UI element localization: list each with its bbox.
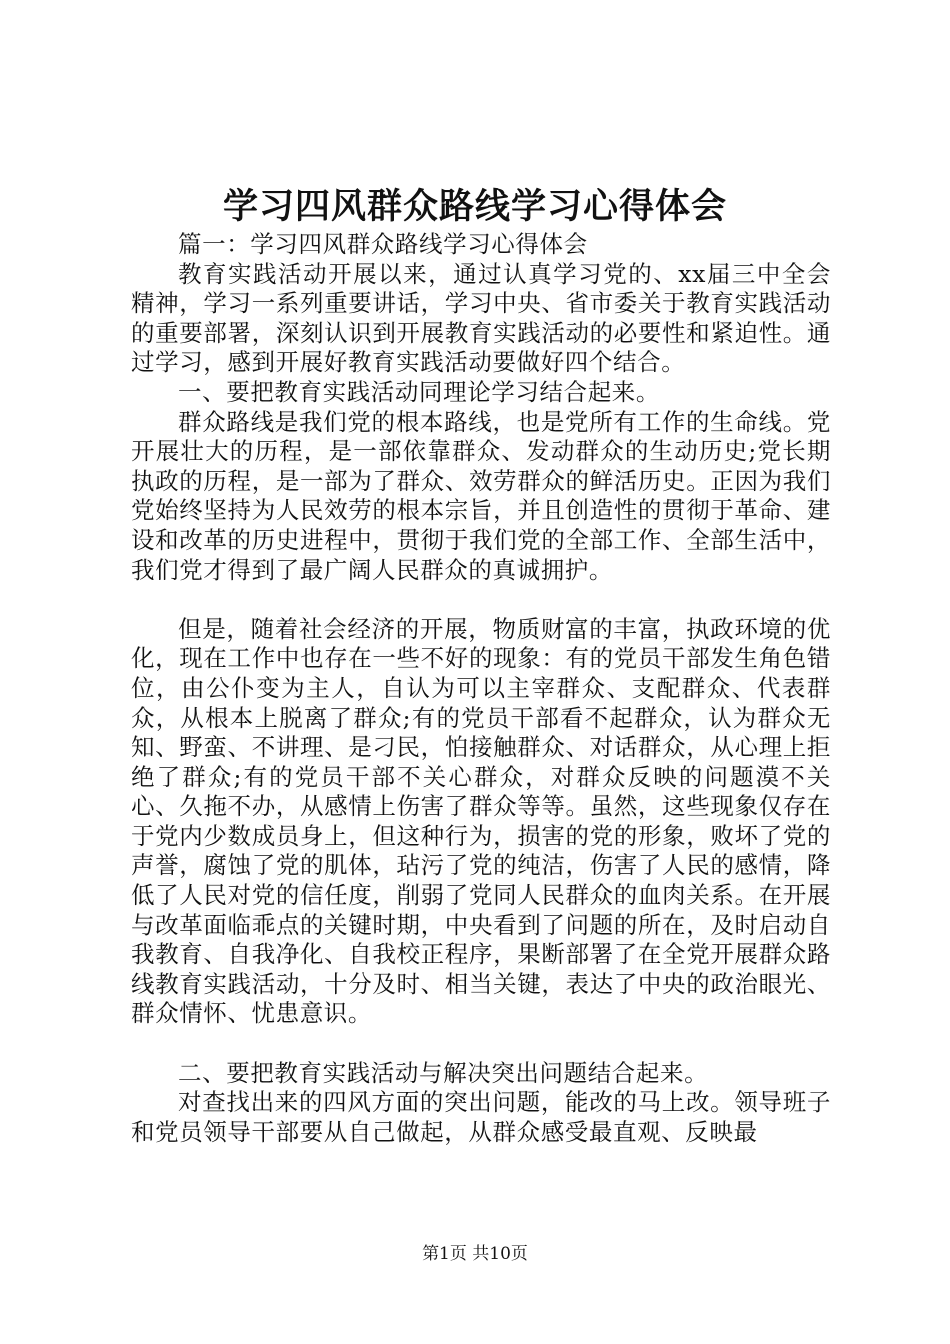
section-heading: 一、要把教育实践活动同理论学习结合起来。 [178, 377, 660, 406]
section-heading: 二、要把教育实践活动与解决突出问题结合起来。 [178, 1058, 709, 1087]
page-footer: 第1页 共10页 [422, 1244, 528, 1264]
body-paragraph: 教育实践活动开展以来，通过认真学习党的、xx届三中全会精神，学习一系列重要讲话，学习中央、省市委关于教育实践活动的重要部署，深刻认识到开展教育实践活动的必要性和紧迫性。通过学习，感到开展好教育实践活动要做好四个结合。 [131, 259, 831, 377]
document-body [131, 230, 831, 1147]
body-paragraph: 但是，随着社会经济的开展，物质财富的丰富，执政环境的优化，现在工作中也存在一些不好的现象：有的党员干部发生角色错位，由公仆变为主人，自认为可以主宰群众、支配群众、代表群众，从根本上脱离了群众;有的党员干部看不起群众，认为群众无知、野蛮、不讲理、是刁民，怕接触群众、对话群众，从心理上拒绝了群众;有的党员干部不关心群众，对群众反映的问题漠不关心、久拖不办，从感情上伤害了群众等等。虽然，这些现象仅存在于党内少数成员身上，但这种行为，损害的党的形象，败坏了党的声誉，腐蚀了党的肌体，玷污了党的纯洁，伤害了人民的感情，降低了人民对党的信任度，削弱了党同人民群众的血肉关系。在开展与改革面临乖点的关键时期，中央看到了问题的所在，及时启动自我教育、自我净化、自我校正程序，果断部署了在全党开展群众路线教育实践活动，十分及时、相当关键，表达了中央的政治眼光、群众情怀、忧患意识。 [131, 614, 831, 1028]
body-paragraph: 群众路线是我们党的根本路线，也是党所有工作的生命线。党开展壮大的历程，是一部依靠群众、发动群众的生动历史;党长期执政的历程，是一部为了群众、效劳群众的鲜活历史。正因为我们党始终坚持为人民效劳的根本宗旨，并且创造性的贯彻于革命、建设和改革的历史进程中，贯彻于我们党的全部工作、全部生活中，我们党才得到了最广阔人民群众的真诚拥护。 [131, 407, 831, 584]
document-title: 学习四风群众路线学习心得体会 [222, 186, 727, 227]
body-paragraph: 对查找出来的四风方面的突出问题，能改的马上改。领导班子和党员领导干部要从自己做起，从群众感受最直观、反映最 [131, 1088, 831, 1146]
section-heading: 篇一：学习四风群众路线学习心得体会 [178, 230, 588, 258]
